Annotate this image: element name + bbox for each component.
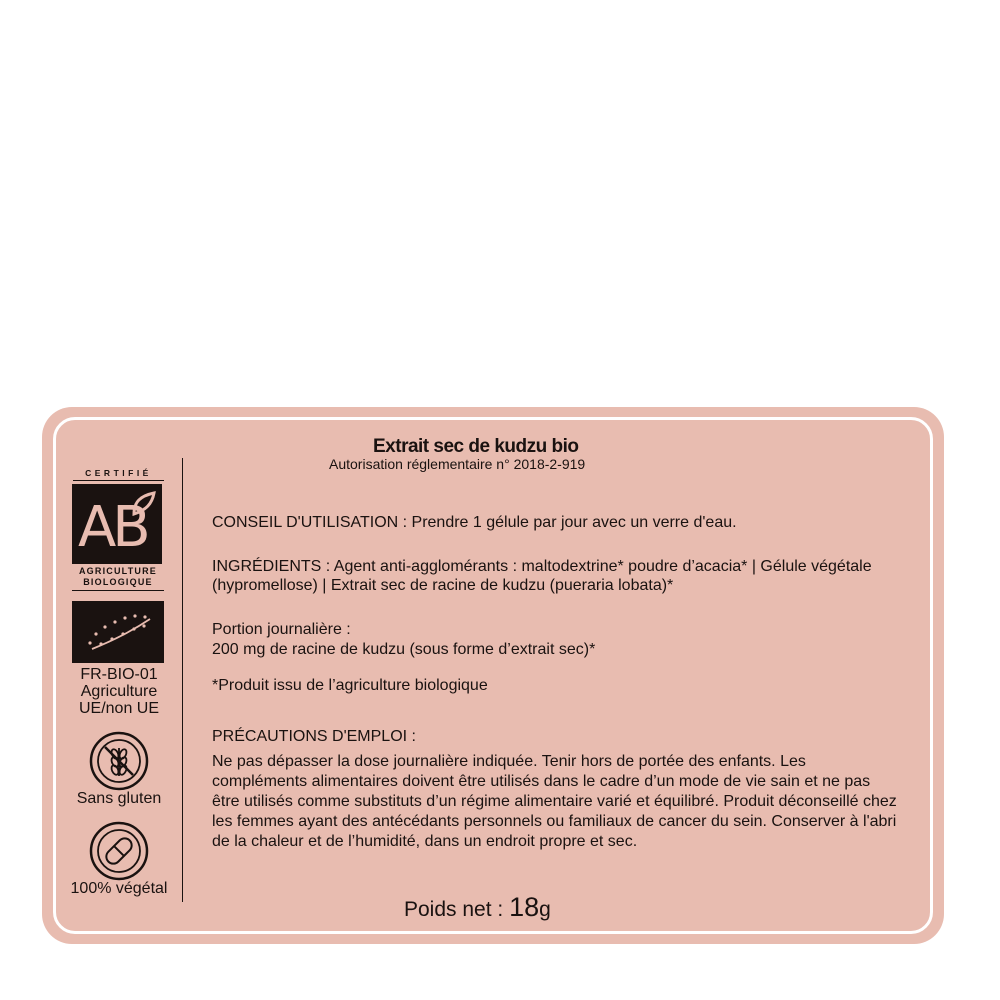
net-weight [404, 892, 551, 923]
usage-advice: CONSEIL D'UTILISATION : Prendre 1 gélule par jour avec un verre d'eau. [212, 514, 737, 531]
bio-line-agriculture: Agriculture [80, 683, 158, 700]
net-weight-label: Poids net : [404, 898, 510, 921]
vegetal-label: 100% végétal [70, 880, 168, 897]
ingredients: INGRÉDIENTS : Agent anti-agglomérants : maltodextrine* poudre d’acacia* | Gélule végétale (hypromellose) | Extrait sec de racine de kudzu (pueraria lobata)* [212, 558, 872, 594]
ab-logo [72, 468, 164, 591]
ab-certifie-text: CERTIFIÉ [73, 468, 164, 481]
ab-logo-icon [72, 484, 162, 564]
daily-portion-title: Portion journalière : [212, 621, 351, 638]
gluten-free-icon [88, 730, 150, 792]
ab-leaf-icon [130, 490, 158, 516]
net-weight-unit: g [539, 898, 551, 921]
bio-code: FR-BIO-01 [80, 666, 158, 683]
sidebar-divider [182, 458, 183, 902]
ab-letters: AB [78, 495, 147, 560]
net-weight-value: 18 [509, 892, 540, 922]
bio-line-origin: UE/non UE [78, 700, 160, 717]
bio-certification-text [58, 666, 180, 717]
ab-caption-line1: AGRICULTURE [78, 566, 158, 576]
ab-caption-line2: BIOLOGIQUE [83, 577, 153, 587]
product-title: Extrait sec de kudzu bio [373, 436, 579, 457]
capsule-icon [88, 820, 150, 882]
ab-caption [72, 566, 164, 591]
organic-note: *Produit issu de l’agriculture biologique [212, 677, 488, 694]
precautions-title: PRÉCAUTIONS D'EMPLOI : [212, 728, 416, 745]
precautions-text: Ne pas dépasser la dose journalière indiquée. Tenir hors de portée des enfants. Les compléments alimentaires doivent être utilisés dans le cadre d’un mode de vie sain et ne pas être utilisés comme substituts d’un régime alimentaire varié et équilibré. Produit déconseillé chez les femmes ayant des antécédants personnels ou familiaux de cancer du sein. Conserver à l'abri de la chaleur et de l’humidité, dans un endroit propre et sec. [212, 753, 897, 850]
eu-organic-leaf-icon [72, 601, 164, 663]
authorization-number: Autorisation réglementaire n° 2018-2-919 [329, 456, 586, 472]
daily-portion-value: 200 mg de racine de kudzu (sous forme d’extrait sec)* [212, 641, 596, 658]
gluten-free-label: Sans gluten [76, 790, 162, 807]
